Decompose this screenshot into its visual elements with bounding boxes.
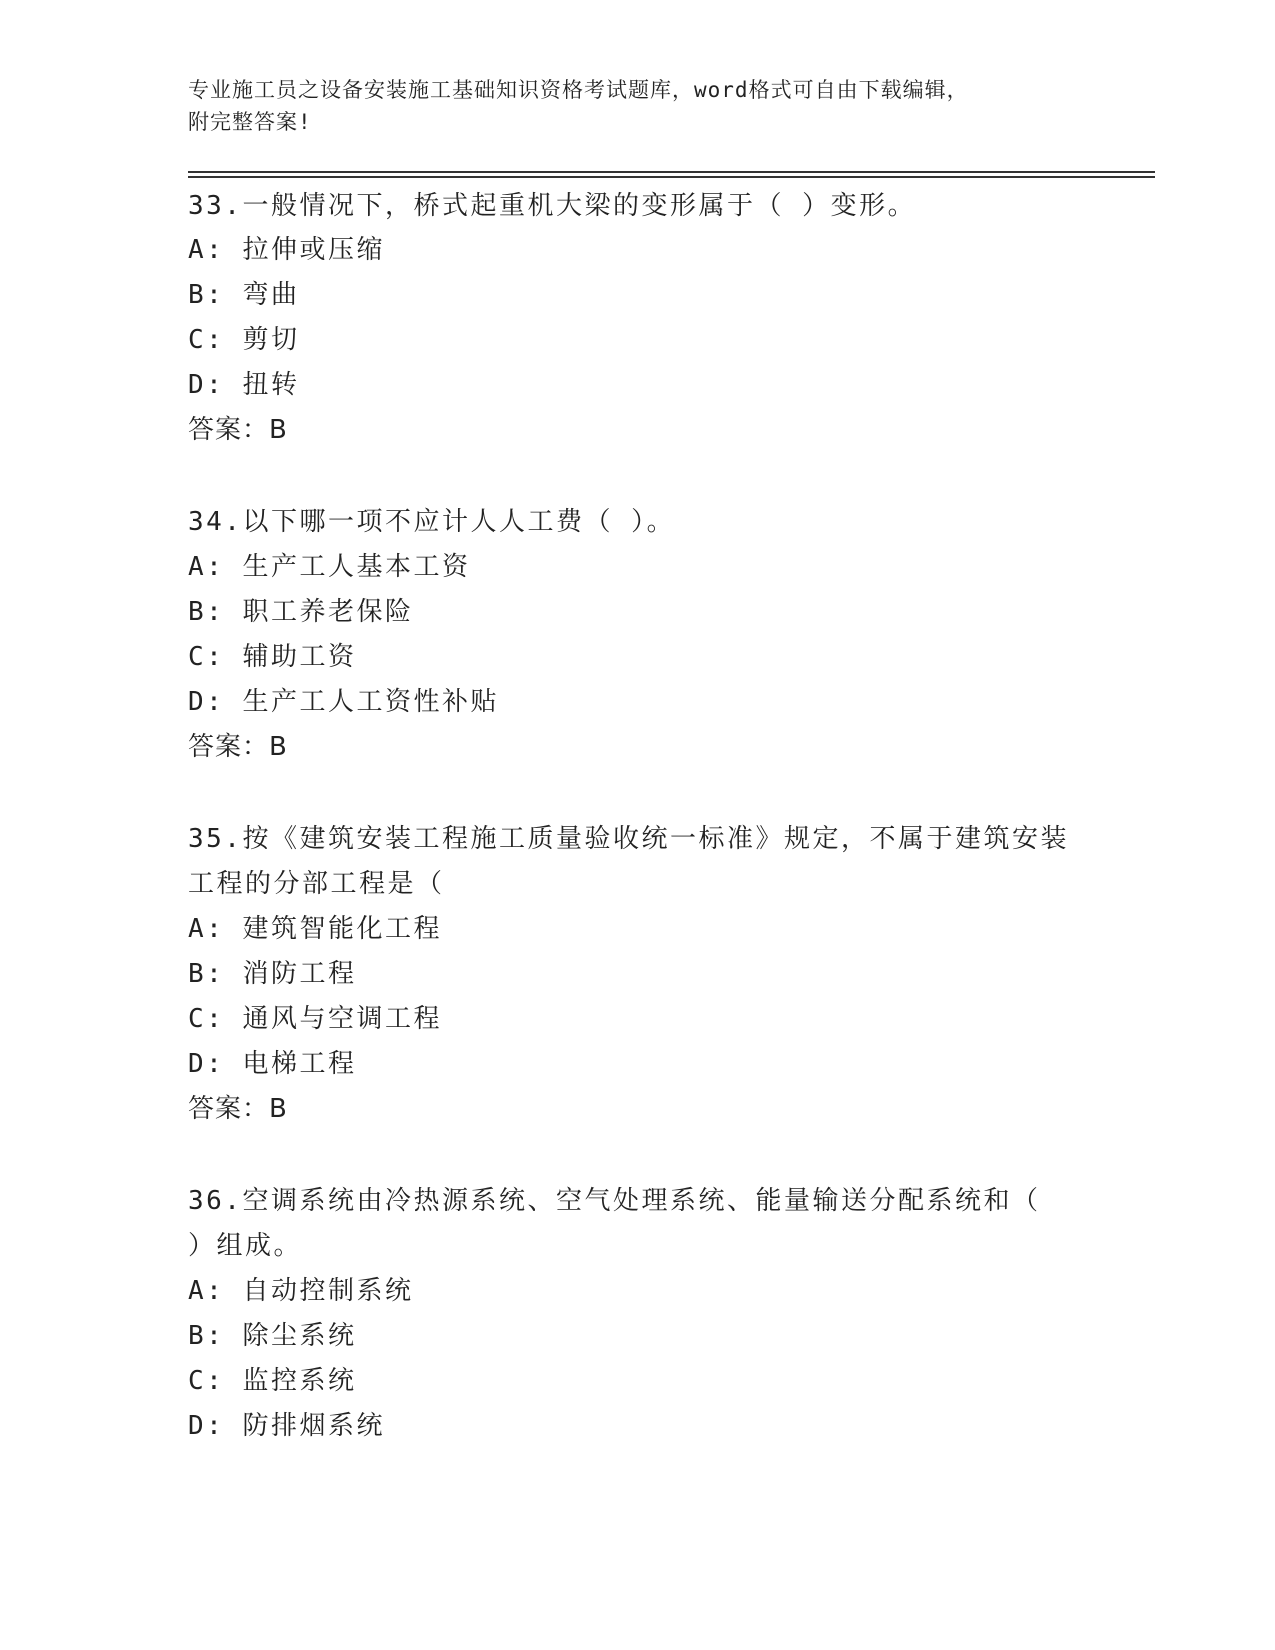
- question-33-option-a: A: 拉伸或压缩: [188, 235, 385, 265]
- question-36-stem-line-1: 36.空调系统由冷热源系统、空气处理系统、能量输送分配系统和（: [188, 1186, 1041, 1216]
- question-33-stem: 33.一般情况下，桥式起重机大梁的变形属于（ ）变形。: [188, 191, 917, 221]
- question-33-option-c: C: 剪切: [188, 325, 300, 355]
- question-36-stem-line-2: ）组成。: [188, 1231, 303, 1261]
- question-34-option-a: A: 生产工人基本工资: [188, 552, 471, 582]
- header-title-line-2: 附完整答案!: [188, 110, 312, 134]
- question-34-option-b: B: 职工养老保险: [188, 597, 414, 627]
- question-36-option-d: D: 防排烟系统: [188, 1411, 385, 1441]
- header-divider-top: [188, 171, 1155, 173]
- question-33-option-d: D: 扭转: [188, 370, 300, 400]
- question-33-answer: 答案：B: [188, 415, 288, 445]
- question-36-option-b: B: 除尘系统: [188, 1321, 357, 1351]
- question-36-option-a: A: 自动控制系统: [188, 1276, 414, 1306]
- question-35-option-a: A: 建筑智能化工程: [188, 914, 442, 944]
- question-36-option-c: C: 监控系统: [188, 1366, 357, 1396]
- question-35-option-c: C: 通风与空调工程: [188, 1004, 442, 1034]
- question-34-option-d: D: 生产工人工资性补贴: [188, 687, 499, 717]
- question-35-option-d: D: 电梯工程: [188, 1049, 357, 1079]
- question-34-stem: 34.以下哪一项不应计人人工费（ ）。: [188, 507, 676, 537]
- question-33-option-b: B: 弯曲: [188, 280, 300, 310]
- question-35-stem-line-1: 35.按《建筑安装工程施工质量验收统一标准》规定，不属于建筑安装: [188, 824, 1069, 854]
- question-35-stem-line-2: 工程的分部工程是（: [188, 869, 445, 899]
- header-divider-bottom: [188, 176, 1155, 178]
- question-35-option-b: B: 消防工程: [188, 959, 357, 989]
- question-34-option-c: C: 辅助工资: [188, 642, 357, 672]
- question-35-answer: 答案：B: [188, 1094, 288, 1124]
- header-title-line-1: 专业施工员之设备安装施工基础知识资格考试题库，word格式可自由下载编辑，: [188, 78, 969, 102]
- question-34-answer: 答案：B: [188, 732, 288, 762]
